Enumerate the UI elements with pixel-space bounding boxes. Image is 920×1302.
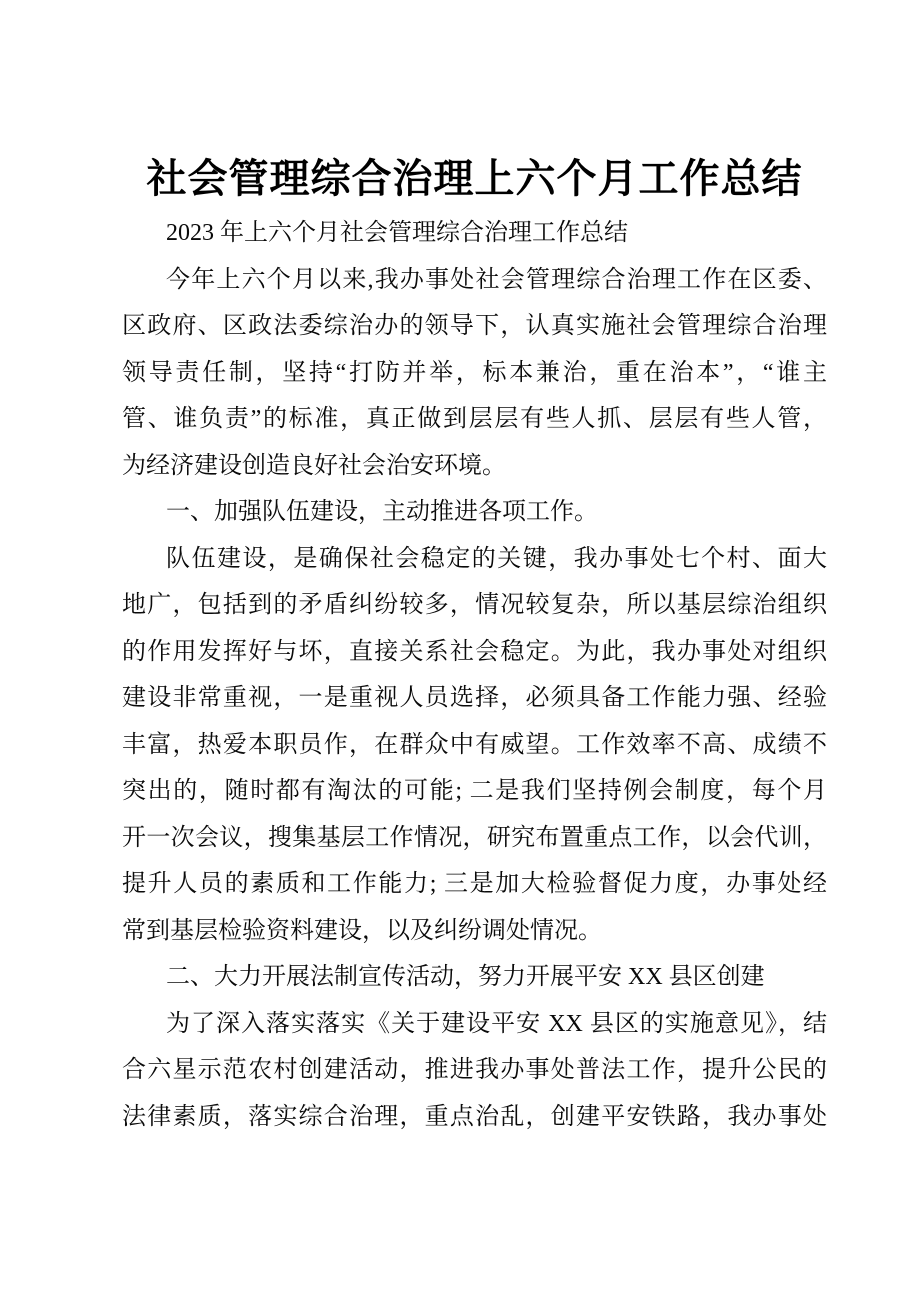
body-line: 二、大力开展法制宣传活动，努力开展平安 XX 县区创建: [166, 964, 765, 990]
body-line: 合六星示范农村创建活动，推进我办事处普法工作，提升公民的: [122, 1057, 827, 1083]
body-line: 突出的，随时都有淘汰的可能; 二是我们坚持例会制度，每个月: [122, 778, 827, 804]
body-line: 建设非常重视，一是重视人员选择，必须具备工作能力强、经验: [122, 685, 827, 711]
body-line: 的作用发挥好与坏，直接关系社会稳定。为此，我办事处对组织: [122, 638, 827, 665]
document-body: [122, 210, 827, 1140]
body-line: 为经济建设创造良好社会治安环境。: [122, 452, 506, 479]
document-title: 社会管理综合治理上六个月工作总结: [146, 157, 803, 201]
body-line: 丰富，热爱本职员作，在群众中有威望。工作效率不高、成绩不: [122, 731, 827, 758]
body-line: 今年上六个月以来,我办事处社会管理综合治理工作在区委、: [166, 266, 827, 293]
body-line: 开一次会议，搜集基层工作情况，研究布置重点工作，以会代训，: [122, 824, 827, 851]
body-line: 2023 年上六个月社会管理综合治理工作总结: [166, 220, 628, 246]
body-line: 常到基层检验资料建设，以及纠纷调处情况。: [122, 917, 602, 944]
body-line: 队伍建设，是确保社会稳定的关键，我办事处七个村、面大: [166, 545, 827, 572]
body-line: 地广，包括到的矛盾纠纷较多，情况较复杂，所以基层综治组织: [122, 592, 827, 618]
body-line: 法律素质，落实综合治理，重点治乱，创建平安铁路，我办事处: [122, 1103, 827, 1130]
body-line: 一、加强队伍建设，主动推进各项工作。: [166, 499, 598, 525]
body-line: 管、谁负责”的标准，真正做到层层有些人抓、层层有些人管，: [122, 406, 827, 432]
body-line: 领导责任制，坚持“打防并举，标本兼治，重在治本”，“谁主: [122, 359, 827, 386]
body-line: 为了深入落实落实《关于建设平安 XX 县区的实施意见》，结: [166, 1010, 827, 1037]
body-line: 区政府、区政法委综治办的领导下，认真实施社会管理综合治理: [122, 313, 827, 339]
body-line: 提升人员的素质和工作能力; 三是加大检验督促力度，办事处经: [122, 871, 827, 897]
